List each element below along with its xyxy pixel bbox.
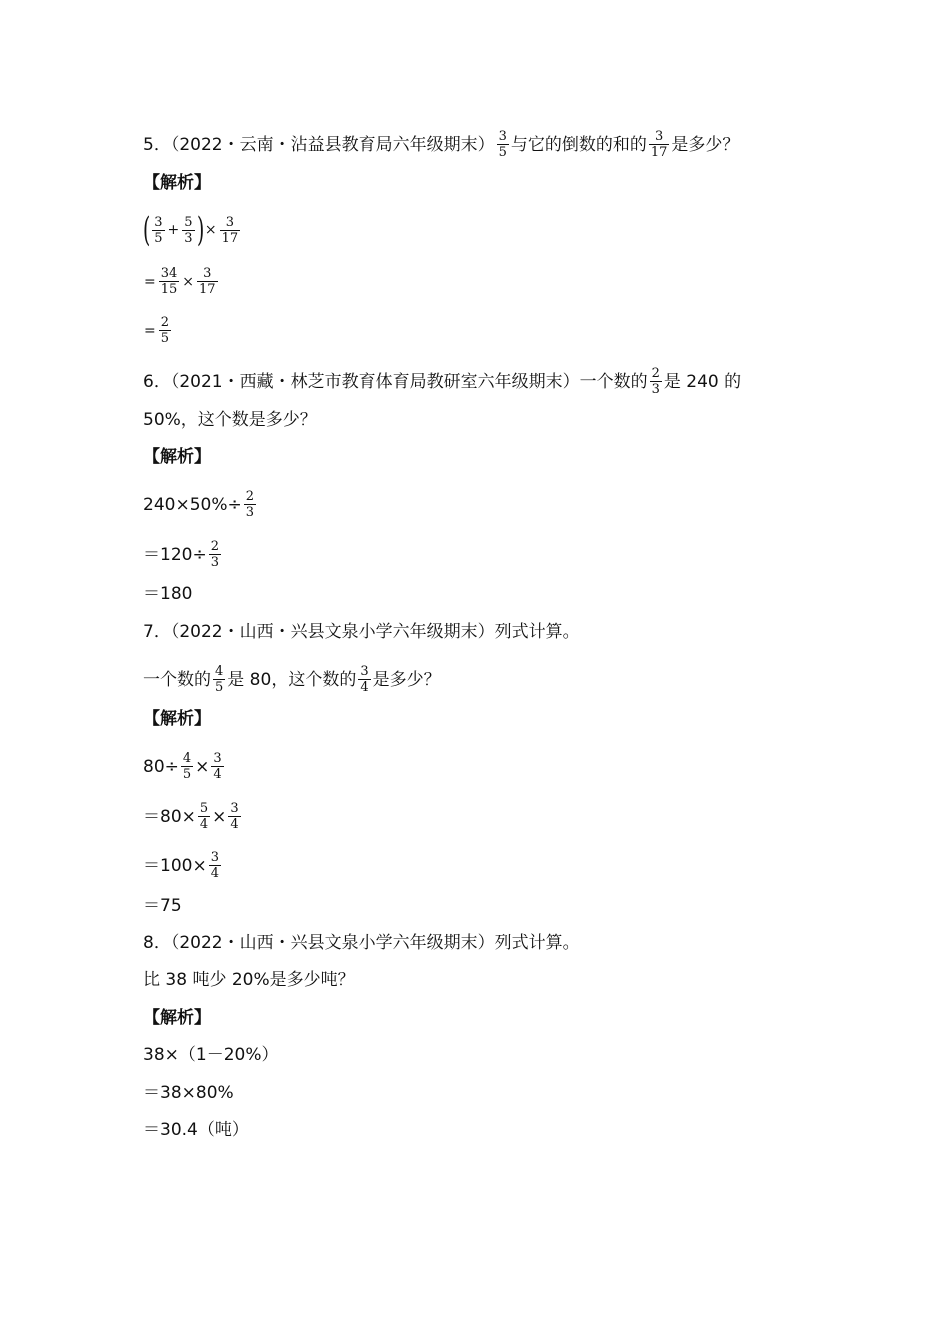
fraction xyxy=(358,664,370,695)
fraction-denominator: 5 xyxy=(160,331,170,346)
problem-8-question-line2: 比 38 吨少 20%是多少吨？ xyxy=(143,970,355,990)
fraction xyxy=(650,366,662,397)
fraction xyxy=(198,801,210,832)
text-segment: 6．（2021・西藏・林芝市教育体育局教研室六年级期末）一个数的 xyxy=(143,371,648,392)
problem-5-question xyxy=(143,129,739,160)
fraction-numerator: 3 xyxy=(203,266,212,281)
fraction-numerator: 3 xyxy=(225,214,234,230)
text-segment: 是多少？ xyxy=(671,134,740,155)
problem-5-step-1 xyxy=(142,210,242,250)
fraction-denominator: 3 xyxy=(245,505,255,520)
fraction-denominator: 15 xyxy=(160,282,178,297)
problem-8-step-2: ＝38×80% xyxy=(143,1083,234,1103)
text-segment: = xyxy=(144,322,156,339)
analysis-label: 【解析】 xyxy=(143,709,211,729)
fraction xyxy=(159,266,180,297)
problem-6-step-3: ＝180 xyxy=(143,584,193,604)
text-segment: ＝120÷ xyxy=(143,544,207,565)
text-segment: 与它的倒数的和的 xyxy=(510,134,647,155)
fraction-numerator: 3 xyxy=(360,664,369,679)
fraction xyxy=(649,129,670,160)
text-segment: 240×50%÷ xyxy=(143,494,242,515)
text-segment: × xyxy=(195,756,210,777)
fraction-denominator: 4 xyxy=(230,817,239,832)
fraction xyxy=(228,801,240,832)
fraction xyxy=(182,215,194,246)
text-segment: 80÷ xyxy=(143,756,179,777)
problem-6-step-1 xyxy=(143,489,258,520)
problem-7-step-3 xyxy=(143,850,223,881)
fraction-denominator: 5 xyxy=(498,145,507,160)
fraction-numerator: 3 xyxy=(655,129,664,144)
text-segment: ＝100× xyxy=(143,855,207,876)
text-segment: × xyxy=(204,222,217,238)
fraction-denominator: 4 xyxy=(213,767,222,782)
fraction-denominator: 4 xyxy=(360,680,369,695)
fraction-denominator: 5 xyxy=(215,680,224,695)
text-segment: ＝80× xyxy=(143,806,196,827)
text-segment: 是 80，这个数的 xyxy=(227,669,357,690)
fraction-denominator: 3 xyxy=(651,382,660,397)
problem-7-step-2 xyxy=(143,801,243,832)
text-segment: = xyxy=(144,273,156,290)
fraction-numerator: 5 xyxy=(199,801,209,816)
analysis-label: 【解析】 xyxy=(143,173,211,193)
fraction-numerator: 2 xyxy=(245,489,255,504)
fraction-numerator: 2 xyxy=(651,366,660,381)
fraction xyxy=(209,850,221,881)
fraction-numerator: 3 xyxy=(230,801,239,816)
text-segment: + xyxy=(167,222,180,238)
fraction xyxy=(197,266,218,297)
fraction-denominator: 17 xyxy=(650,145,668,160)
text-segment: × xyxy=(212,806,227,827)
fraction-numerator: 3 xyxy=(213,751,222,766)
problem-5-prefix: 5．（2022・云南・沾益县教育局六年级期末） xyxy=(143,134,495,155)
fraction xyxy=(152,215,164,246)
problem-7-question xyxy=(143,664,441,695)
fraction-denominator: 3 xyxy=(210,555,219,570)
fraction-denominator: 17 xyxy=(221,230,239,246)
fraction-numerator: 3 xyxy=(498,129,507,144)
fraction xyxy=(159,315,171,346)
problem-8-question-line1: 8．（2022・山西・兴县文泉小学六年级期末）列式计算。 xyxy=(143,933,580,953)
fraction-denominator: 5 xyxy=(182,767,192,782)
fraction-numerator: 4 xyxy=(182,751,192,766)
analysis-label: 【解析】 xyxy=(143,447,211,467)
fraction-numerator: 34 xyxy=(160,266,178,281)
text-segment: 一个数的 xyxy=(143,669,211,690)
fraction xyxy=(181,751,193,782)
problem-7-step-1 xyxy=(143,751,226,782)
parenthesis: ) xyxy=(196,210,204,250)
problem-8-step-3: ＝30.4（吨） xyxy=(143,1120,249,1140)
problem-5-step-2 xyxy=(143,266,220,297)
fraction-denominator: 3 xyxy=(184,230,193,246)
problem-6-step-2 xyxy=(143,539,223,570)
fraction-numerator: 3 xyxy=(154,214,163,230)
problem-6-question xyxy=(143,366,741,397)
fraction xyxy=(497,129,509,160)
fraction-numerator: 5 xyxy=(184,214,193,230)
problem-7-step-4: ＝75 xyxy=(143,896,182,916)
text-segment: × xyxy=(182,273,195,290)
fraction xyxy=(211,751,223,782)
parenthesis: ( xyxy=(142,210,151,250)
problem-6-question-line2: 50%，这个数是多少？ xyxy=(143,410,317,430)
problem-7-question-line1: 7．（2022・山西・兴县文泉小学六年级期末）列式计算。 xyxy=(143,622,580,642)
fraction-numerator: 2 xyxy=(210,539,219,554)
text-segment: 是 240 的 xyxy=(663,371,742,392)
fraction xyxy=(209,539,221,570)
fraction-denominator: 4 xyxy=(199,817,209,832)
fraction-denominator: 17 xyxy=(199,282,216,297)
fraction-numerator: 4 xyxy=(215,664,224,679)
problem-5-step-3 xyxy=(143,315,173,346)
analysis-label: 【解析】 xyxy=(143,1008,211,1028)
fraction xyxy=(220,215,241,246)
fraction xyxy=(244,489,256,520)
fraction xyxy=(213,664,225,695)
fraction-numerator: 3 xyxy=(210,850,219,865)
fraction-denominator: 5 xyxy=(154,230,163,246)
problem-8-step-1: 38×（1－20%） xyxy=(143,1045,279,1065)
fraction-denominator: 4 xyxy=(210,866,219,881)
fraction-numerator: 2 xyxy=(160,315,170,330)
text-segment: 是多少？ xyxy=(372,669,441,690)
